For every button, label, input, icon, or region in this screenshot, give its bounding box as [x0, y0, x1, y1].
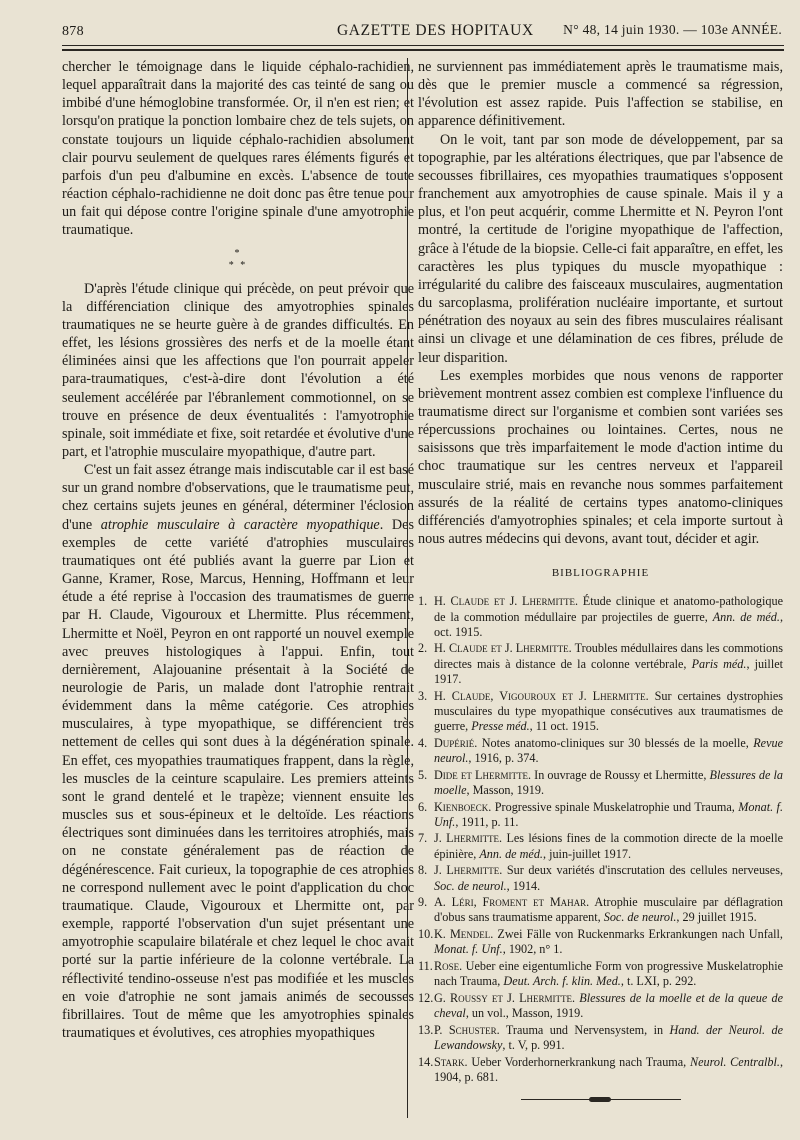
- reference-number: 1.: [418, 594, 428, 609]
- reference-number: 7.: [418, 831, 428, 846]
- bibliography-entry: [418, 594, 783, 640]
- reference-details: , juin-juillet 1917.: [542, 846, 631, 861]
- reference-authors: H. Claude et J. Lhermitte.: [434, 594, 579, 609]
- reference-number: 11.: [418, 959, 433, 974]
- bibliography-entry: [418, 1055, 783, 1085]
- left-paragraph-3: [62, 461, 414, 1042]
- section-separator: [62, 248, 414, 272]
- asterisk-bottom: * *: [228, 259, 248, 271]
- reference-source: Deut. Arch. f. klin. Med.: [503, 974, 621, 989]
- reference-authors: K. Mendel.: [434, 927, 494, 942]
- reference-details: , 1914.: [506, 878, 541, 893]
- left-column: [62, 58, 414, 1042]
- reference-text: Sur deux variétés d'inscrutation des cellules nerveuses,: [502, 863, 783, 878]
- reference-details: , 29 juillet 1915.: [676, 910, 757, 925]
- reference-text: Ueber Vorderhornerkrankung nach Trauma,: [467, 1054, 690, 1069]
- bibliography-list: [418, 594, 783, 1085]
- reference-details: , 11 oct. 1915.: [529, 719, 599, 733]
- reference-authors: P. Schuster.: [434, 1022, 500, 1037]
- journal-title: GAZETTE DES HOPITAUX: [337, 22, 534, 39]
- reference-number: 14.: [418, 1054, 434, 1069]
- reference-details: , 1904, p. 681.: [434, 1054, 783, 1084]
- reference-authors: Rose.: [434, 959, 463, 974]
- right-paragraph-1: ne surviennent pas immédiatement après le traumatisme mais, dès que le premier muscle a commencé sa régression, l'évolution est assez rapide. Puis l'affection se stabilise, en apparence définitivement.: [418, 59, 783, 130]
- reference-number: 12.: [418, 990, 434, 1005]
- reference-source: Blessures de la moelle: [434, 767, 784, 797]
- bibliography-entry: [418, 736, 783, 766]
- reference-text: Atrophie musculaire par déflagration d'obus sans traumatisme apparent,: [434, 895, 783, 925]
- reference-source: Monat. f. Unf.: [434, 942, 503, 957]
- reference-source: Neurol. Centralbl.: [689, 1054, 780, 1069]
- reference-authors: A. Léri, Froment et Mahar.: [434, 895, 590, 910]
- bibliography-entry: [418, 1023, 783, 1053]
- left-paragraph-2: D'après l'étude clinique qui précède, on peut prévoir que la différenciation clinique des amyotrophies spinales traumatiques ne se heurte guère à de grandes difficultés. En effet, les lésions grossières des nerfs et de la moelle étant éliminées ainsi que les affections que l'on pourrait appeler para-traumatiques, c'est-à-dire dont l'évolution a été seulement accélérée par l'ébranlement commotionnel, on se trouve en présence de deux éventualités : l'amyotrophie spinale, soit immédiate et fixe, soit retardée et évolutive d'une part, et l'atrophie musculaire myopathique, d'autre part.: [62, 280, 414, 460]
- bibliography-entry: [418, 863, 783, 893]
- reference-details: , 1916, p. 374.: [468, 750, 539, 765]
- reference-number: 2.: [418, 641, 428, 656]
- left-paragraph-3-part-a: C'est un fait assez étrange mais indiscutable car il est basé sur un grand nombre d'observations, que le traumatisme peut, chez certains sujets jeunes en général, déterminer l'éclosion d'une: [62, 462, 414, 533]
- reference-authors: Dupérié.: [434, 735, 478, 750]
- end-ornament: [521, 1099, 681, 1100]
- right-paragraph-2: On le voit, tant par son mode de développement, par sa topographie, par les altérations électriques, que par l'absence de secousses fibrillaires, ces myopathies traumatiques s'opposent franchement aux amyotrophies de cause spinale. Mais il y a plus, et l'on peut acquérir, comme Lhermitte et N. Peyron l'ont montré, la certitude de l'origine myopathique de l'affection, grâce à l'étude de la biopsie. Celle-ci fait apparaître, en effet, les caractères les plus typiques du muscle myopathique : irrégularité du calibre des faisceaux musculaires, augmentation du sarcoplasma, prolifération nucléaire importante, et surtout pénétration des noyaux au sein des fibres musculaires réalisant ainsi un clivage et une délamination de ces fibres, prélude de leur disparition.: [418, 131, 783, 366]
- reference-source: Presse méd.: [471, 719, 530, 733]
- reference-text: Zwei Fälle von Ruckenmarks Erkrankungen nach Unfall,: [493, 927, 783, 942]
- reference-details: , t. V, p. 991.: [502, 1038, 565, 1053]
- bibliography-entry: [418, 800, 783, 830]
- reference-details: , juillet 1917.: [434, 656, 784, 686]
- left-paragraph-3-emphasis: atrophie musculaire à caractère myopathique: [100, 516, 380, 533]
- left-paragraph-3-part-b: . Des exemples de cette variété d'atrophies musculaires traumatiques ont été publiés avant la guerre par Lion et Ganne, Kramer, Rose, Marcus, Henning, Hoffmann et leur étude a été reprise à l'occasion des traumatismes de guerre par H. Claude, Vigouroux et Lhermitte. Plus récemment, Lhermitte et Noël, Peyron en ont rapporté un nouvel exemple avec preuves histologiques à l'appui. Enfin, tout dernièrement, Alajouanine présentait à la Société de neurologie de Paris, un malade dont l'atrophie rentrait évidemment dans la même catégorie. Ces atrophies musculaires, à type myopathique, se différencient très nettement de celles qui sont dues à la dégénération spinale. En effet, ces myopathies traumatiques frappent, dans la règle, les muscles de la ceinture scapulaire. Les premiers atteints sont le grand dentelé et le trapèze; viennent ensuite les muscles sus et sous-épineux et le deltoïde. Les réactions électriques sont diminuées dans les territoires atrophiés, mais on ne constate généralement pas de réaction de dégénérescence. Fait curieux, la topographie de ces atrophies ne correspond nullement avec le point d'application du choc traumatique. Claude, Vigouroux et Lhermitte ont, par exemple, rapporté l'observation d'un sujet présentant une amyotrophie scapulaire bilatérale et chez lequel le choc avait porté sur la partie inférieure de la colonne vertébrale. La réflectivité tendino-osseuse n'est pas modifiée et les muscles en voie d'atrophie ne sont jamais animés de secousses fibrillaires. Tout de même que les amyotrophies spinales traumatiques et évolutives, ces atrophies myopathiques: [62, 516, 414, 1041]
- reference-text: Sur certaines dystrophies musculaires du type myopathique consécutives aux traumatismes de guerre,: [434, 688, 783, 733]
- reference-number: 5.: [418, 767, 428, 782]
- reference-number: 4.: [418, 735, 428, 750]
- bibliography-entry: [418, 991, 783, 1021]
- reference-authors: H. Claude, Vigouroux et J. Lhermitte.: [434, 688, 649, 703]
- reference-authors: Dide et Lhermitte.: [434, 767, 532, 782]
- right-paragraph-3: Les exemples morbides que nous venons de rapporter brièvement montrent assez combien est complexe l'influence du traumatisme direct sur l'organisme et combien sont variées ses répercussions prochaines ou lointaines. Certes, nous ne saisissons que très imparfaitement le mode d'action intime du choc traumatique sur les centres nerveux et l'appareil musculaire strié, mais en revanche nous sommes parfaitement assurés de la réalité de certains types anatomo-cliniques différenciés d'amyotrophies spinales; et cela importe surtout à nous autres médecins qui devons, avant tout, décider et agir.: [418, 367, 783, 548]
- reference-authors: G. Roussy et J. Lhermitte.: [434, 990, 576, 1005]
- reference-details: , oct. 1915.: [434, 609, 783, 639]
- reference-source: Monat. f. Unf.: [434, 799, 783, 829]
- reference-source: Hand. der Neurol. de Lewandowsky: [434, 1022, 783, 1053]
- reference-text: Progressive spinale Muskelatrophie und Trauma,: [491, 799, 739, 814]
- reference-authors: Kienboeck.: [434, 799, 492, 814]
- reference-authors: J. Lhermitte.: [434, 863, 503, 878]
- header-rule-thin: [62, 45, 784, 46]
- reference-number: 6.: [418, 799, 428, 814]
- reference-details: , 1902, n° 1.: [502, 942, 563, 957]
- page-number: 878: [62, 24, 84, 39]
- header-rule-thick: [62, 49, 784, 51]
- reference-details: , un vol., Masson, 1919.: [465, 1006, 584, 1021]
- reference-source: Soc. de neurol.: [603, 910, 677, 925]
- reference-number: 10.: [418, 927, 434, 942]
- bibliography-entry: [418, 689, 783, 735]
- reference-authors: Stark.: [434, 1054, 468, 1069]
- reference-details: , 1911, p. 11.: [455, 814, 519, 829]
- reference-number: 13.: [418, 1022, 434, 1037]
- reference-source: Ann. de méd.: [712, 609, 780, 624]
- reference-text: Étude clinique et anatomo-pathologique de la commotion médullaire par projectiles de guerre,: [434, 594, 783, 624]
- bibliography-entry: [418, 927, 783, 957]
- left-paragraph-1: chercher le témoignage dans le liquide céphalo-rachidien, lequel apparaîtrait dans la majorité des cas teinté de sang ou imbibé d'une hémoglobine transformée. Or, il n'en est rien; et lorsqu'on pratique la ponction lombaire chez de tels sujets, on constate toujours un liquide céphalo-rachidien absolument clair pourvu seulement de quelques rares éléments figurés et parfois d'un peu d'albumine en excès. L'absence de toute réaction céphalo-rachidienne ne doit donc pas être tenue pour un fait qui dépose contre l'origine spinale d'une amyotrophie traumatique.: [62, 59, 414, 239]
- right-column: [418, 58, 783, 1100]
- asterisk-top: *: [234, 247, 242, 259]
- reference-source: Revue neurol.: [434, 735, 783, 765]
- reference-text: Trauma und Nervensystem, in: [499, 1022, 670, 1037]
- reference-text: Troubles médullaires dans les commotions directes mais à distance de la colonne vertébrale,: [434, 641, 783, 671]
- reference-number: 3.: [418, 688, 428, 703]
- reference-authors: H. Claude et J. Lhermitte.: [434, 641, 572, 656]
- reference-details: , Masson, 1919.: [466, 782, 545, 797]
- reference-number: 8.: [418, 863, 428, 878]
- reference-details: , t. LXI, p. 292.: [620, 974, 697, 989]
- reference-source: Paris méd.: [691, 656, 747, 671]
- running-header: [62, 18, 782, 40]
- bibliography-entry: [418, 831, 783, 861]
- reference-source: Blessures de la moelle et de la queue de cheval: [434, 990, 783, 1021]
- reference-authors: J. Lhermitte.: [434, 831, 503, 846]
- bibliography-entry: [418, 641, 783, 687]
- reference-text: Notes anatomo-cliniques sur 30 blessés de la moelle,: [477, 735, 754, 750]
- bibliography-title: BIBLIOGRAPHIE: [551, 567, 650, 580]
- column-divider: [407, 58, 408, 1118]
- reference-number: 9.: [418, 895, 428, 910]
- reference-source: Soc. de neurol.: [434, 878, 507, 893]
- reference-text: In ouvrage de Roussy et Lhermitte,: [531, 767, 710, 782]
- bibliography-entry: [418, 959, 783, 989]
- reference-text: Ueber eine eigentumliche Form von progressive Muskelatrophie nach Trauma,: [434, 959, 783, 989]
- reference-source: Ann. de méd.: [479, 846, 543, 861]
- issue-line: N° 48, 14 juin 1930. — 103e ANNÉE.: [563, 22, 782, 37]
- bibliography-entry: [418, 895, 783, 925]
- bibliography-entry: [418, 768, 783, 798]
- reference-text: Les lésions fines de la commotion directe de la moelle épinière,: [434, 831, 783, 861]
